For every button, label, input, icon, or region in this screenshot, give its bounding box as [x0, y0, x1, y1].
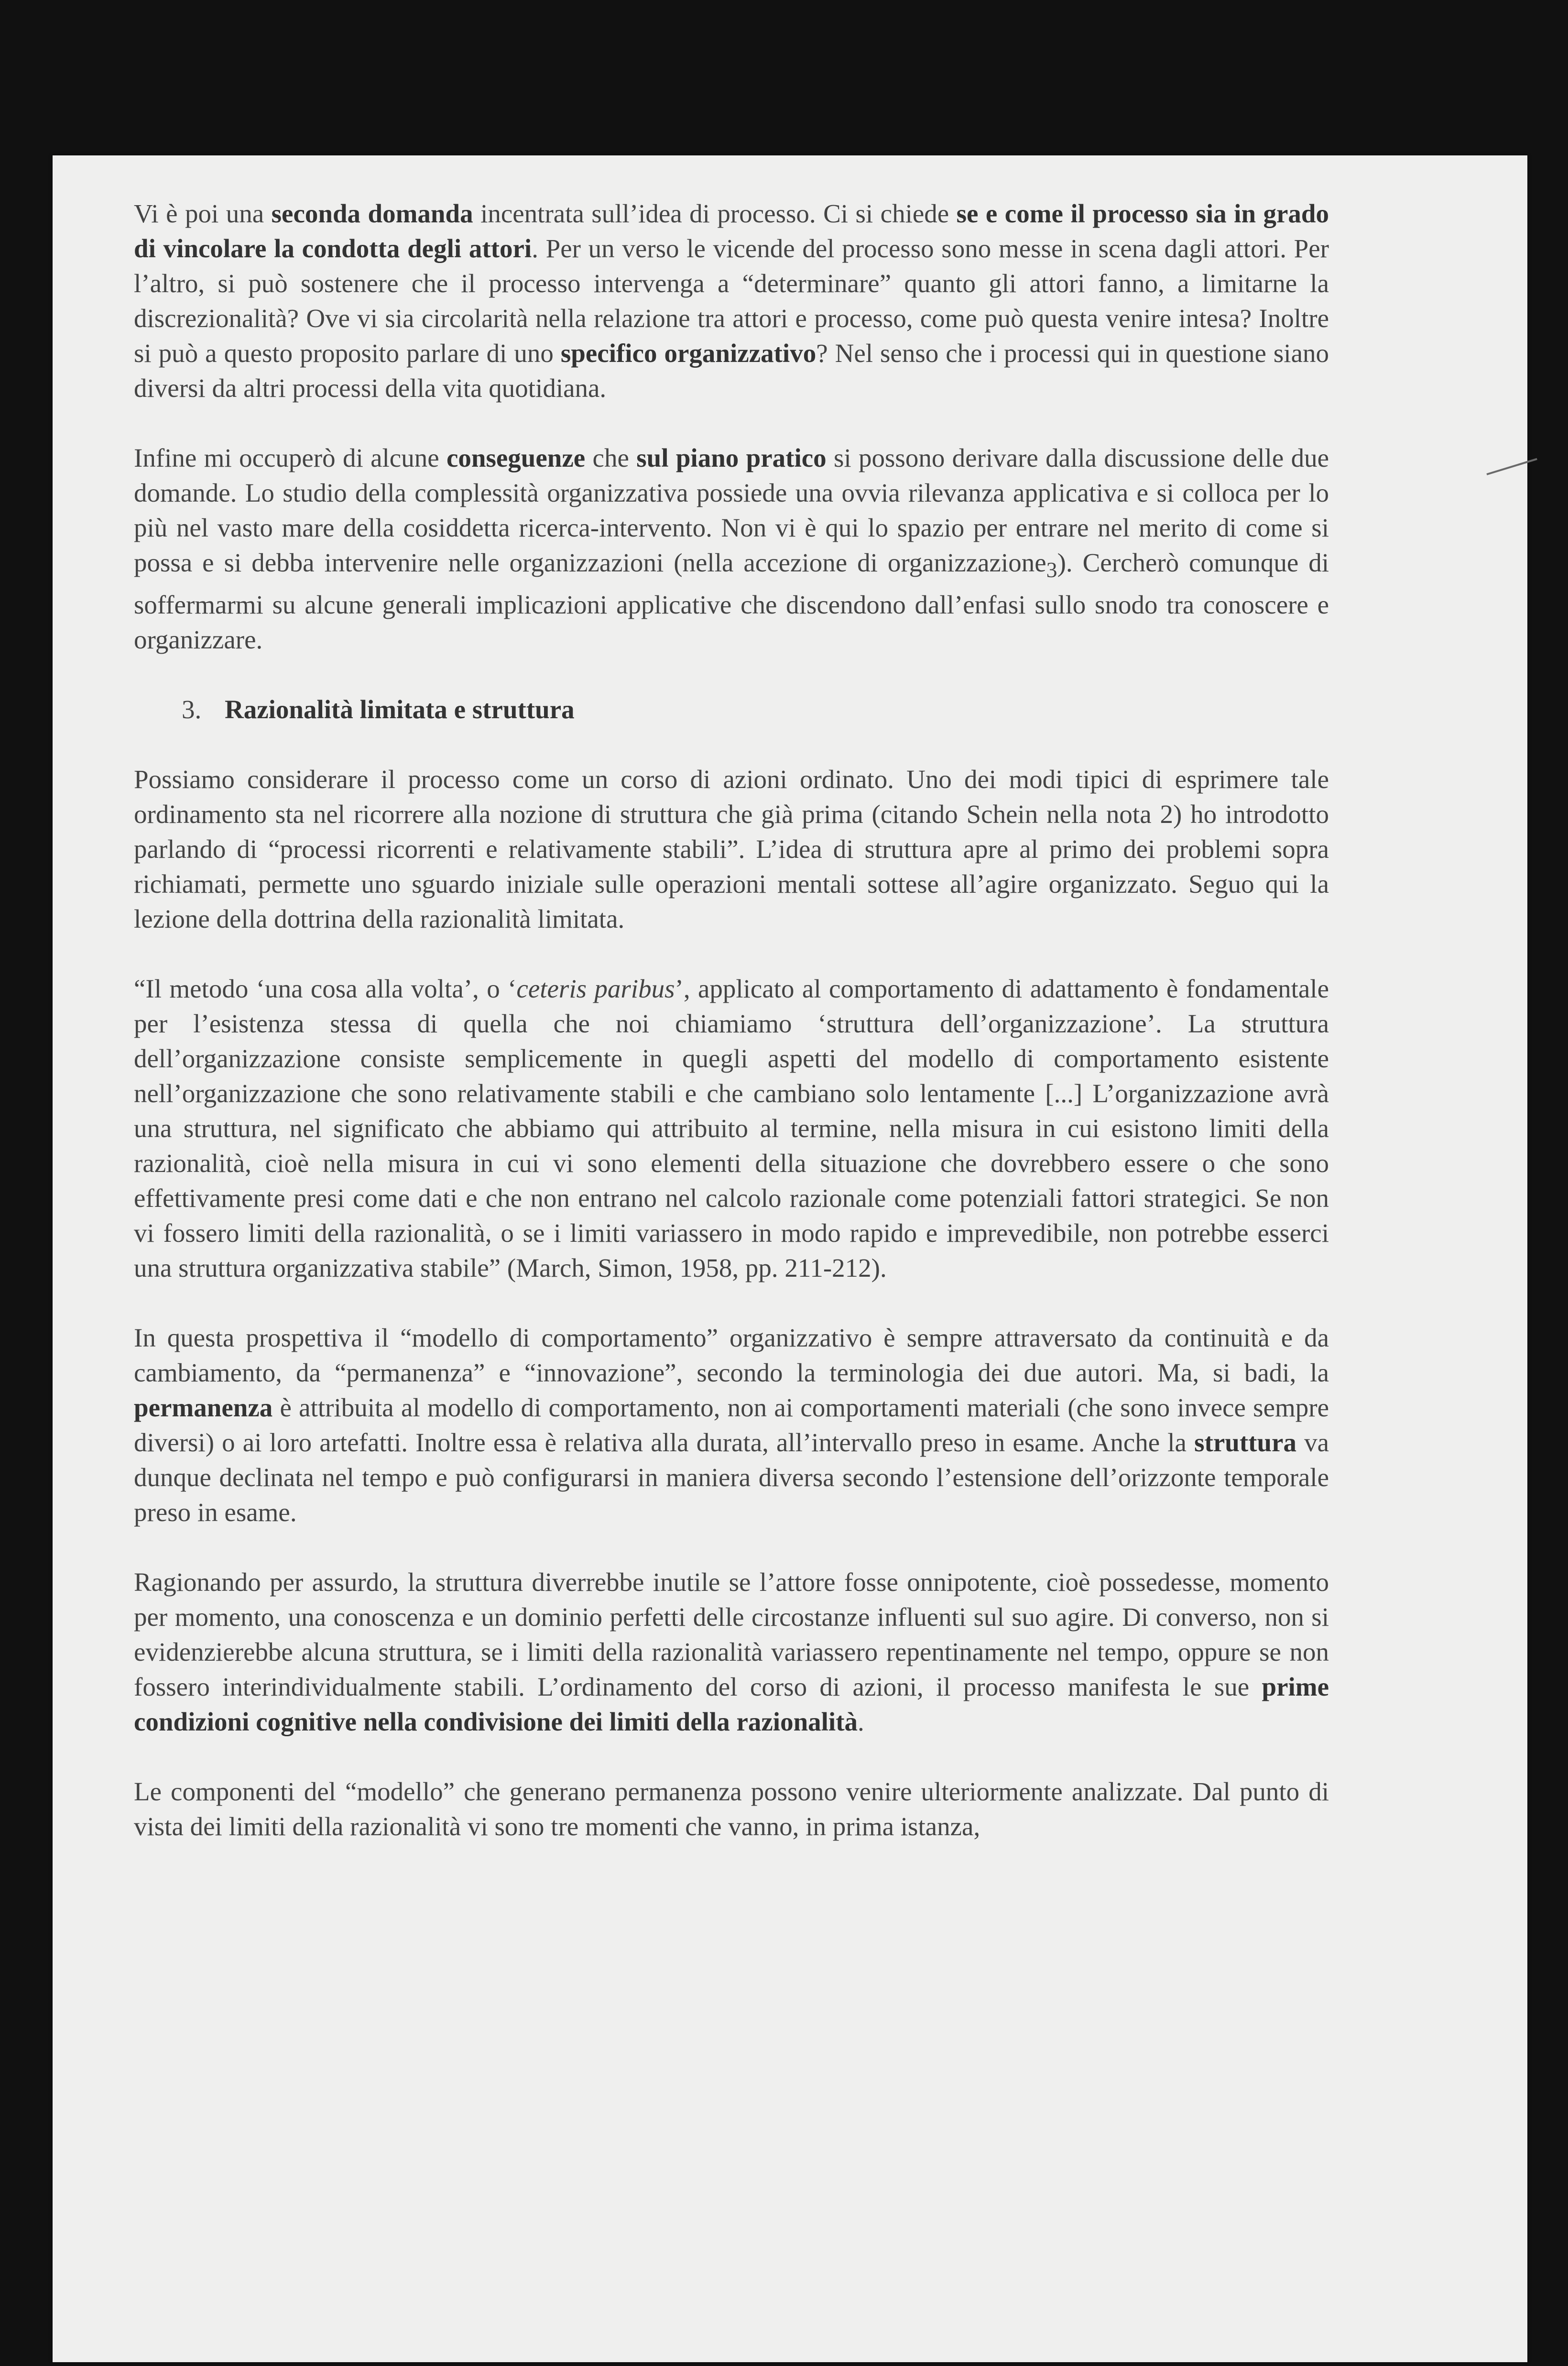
section-number: 3.: [182, 695, 202, 724]
italic-phrase: ceteris paribus: [516, 974, 675, 1003]
paragraph-1: Vi è poi una seconda domanda incentrata sull’idea di processo. Ci si chiede se e come il processo sia in grado di vincolare la condotta degli attori. Per un verso le vicende del processo sono messe in scena dagli attori. Per l’altro, si può sostenere che il processo intervenga a “determinare” quanto gli attori fanno, a limitarne la discrezionalità? Ove vi sia circolarità nella relazione tra attori e processo, come può questa venire intesa? Inoltre si può a questo proposito parlare di uno specifico organizzativo? Nel senso che i processi qui in questione siano diversi da altri processi della vita quotidiana.: [134, 199, 1329, 403]
paragraph-6: Ragionando per assurdo, la struttura diverrebbe inutile se l’attore fosse onnipotente, cioè possedesse, momento per momento, una conoscenza e un dominio perfetti delle circostanze influenti sul suo agire. Di converso, non si evidenzierebbe alcuna struttura, se i limiti della razionalità variassero repentinamente nel tempo, oppure se non fossero interindividualmente stabili. L’ordinamento del corso di azioni, il processo manifesta le sue prime condizioni cognitive nella condivisione dei limiti della razionalità.: [134, 1567, 1329, 1736]
bold-phrase: conseguenze: [446, 443, 586, 472]
paragraph-5: In questa prospettiva il “modello di comportamento” organizzativo è sempre attraversato da continuità e da cambiamento, da “permanenza” e “innovazione”, secondo la terminologia dei due autori. Ma, si badi, la permanenza è attribuita al modello di comportamento, non ai comportamenti materiali (che sono invece sempre diversi) o ai loro artefatti. Inoltre essa è relativa alla durata, all’intervallo preso in esame. Anche la struttura va dunque declinata nel tempo e può configurarsi in maniera diversa secondo l’estensione dell’orizzonte temporale preso in esame.: [134, 1323, 1329, 1527]
bold-phrase: sul piano pratico: [636, 443, 827, 472]
paragraph-4-quote: “Il metodo ‘una cosa alla volta’, o ‘ceteris paribus’, applicato al comportamento di adattamento è fondamentale per l’esistenza stessa di quella che noi chiamiamo ‘struttura dell’organizzazione’. La struttura dell’organizzazione consiste semplicemente in quegli aspetti del modello di comportamento esistente nell’organizzazione che sono relativamente stabili e che cambiano solo lentamente [...] L’organizzazione avrà una struttura, nel significato che abbiamo qui attribuito al termine, nella misura in cui esistono limiti della razionalità, cioè nella misura in cui vi sono elementi della situazione che dovrebbero essere o che sono effettivamente presi come dati e che non entrano nel calcolo razionale come potenziali fattori strategici. Se non vi fossero limiti della razionalità, o se i limiti variassero in modo rapido e imprevedibile, non potrebbe esserci una struttura organizzativa stabile” (March, Simon, 1958, pp. 211-212).: [134, 974, 1329, 1282]
paragraph-2: Infine mi occuperò di alcune conseguenze che sul piano pratico si possono derivare dalla discussione delle due domande. Lo studio della complessità organizzativa possiede una ovvia rilevanza applicativa e si colloca per lo più nel vasto mare della cosiddetta ricerca-intervento. Non vi è qui lo spazio per entrare nel merito di come si possa e si debba intervenire nelle organizzazioni (nella accezione di organizzazione$_3$). Cercherò comunque di soffermarmi su alcune generali implicazioni applicative che discendono dall’enfasi sullo snodo tra conoscere e organizzare.: [134, 443, 1329, 654]
section-heading: [182, 692, 1329, 727]
bold-phrase: struttura: [1194, 1428, 1296, 1457]
bold-phrase: permanenza: [134, 1393, 273, 1422]
bold-phrase: seconda domanda: [271, 199, 473, 228]
subscript: 3: [1046, 558, 1057, 582]
paragraph-3: Possiamo considerare il processo come un corso di azioni ordinato. Uno dei modi tipici di esprimere tale ordinamento sta nel ricorrere alla nozione di struttura che già prima (citando Schein nella nota 2) ho introdotto parlando di “processi ricorrenti e relativamente stabili”. L’idea di struttura apre al primo dei problemi sopra richiamati, permette uno sguardo iniziale sulle operazioni mentali sottese all’agire organizzato. Seguo qui la lezione della dottrina della razionalità limitata.: [134, 765, 1329, 933]
document-body: [134, 196, 1329, 1879]
bold-phrase: specifico organizzativo: [560, 339, 817, 368]
bold-phrase: prime condizioni cognitive nella condivisione dei limiti della razionalità: [134, 1672, 1329, 1736]
section-title: Razionalità limitata e struttura: [225, 695, 575, 724]
bold-phrase: se e come il processo sia in grado di vincolare la condotta degli attori: [134, 199, 1329, 263]
paragraph-7: Le componenti del “modello” che generano permanenza possono venire ulteriormente analizzate. Dal punto di vista dei limiti della razionalità vi sono tre momenti che vanno, in prima istanza,: [134, 1777, 1329, 1841]
